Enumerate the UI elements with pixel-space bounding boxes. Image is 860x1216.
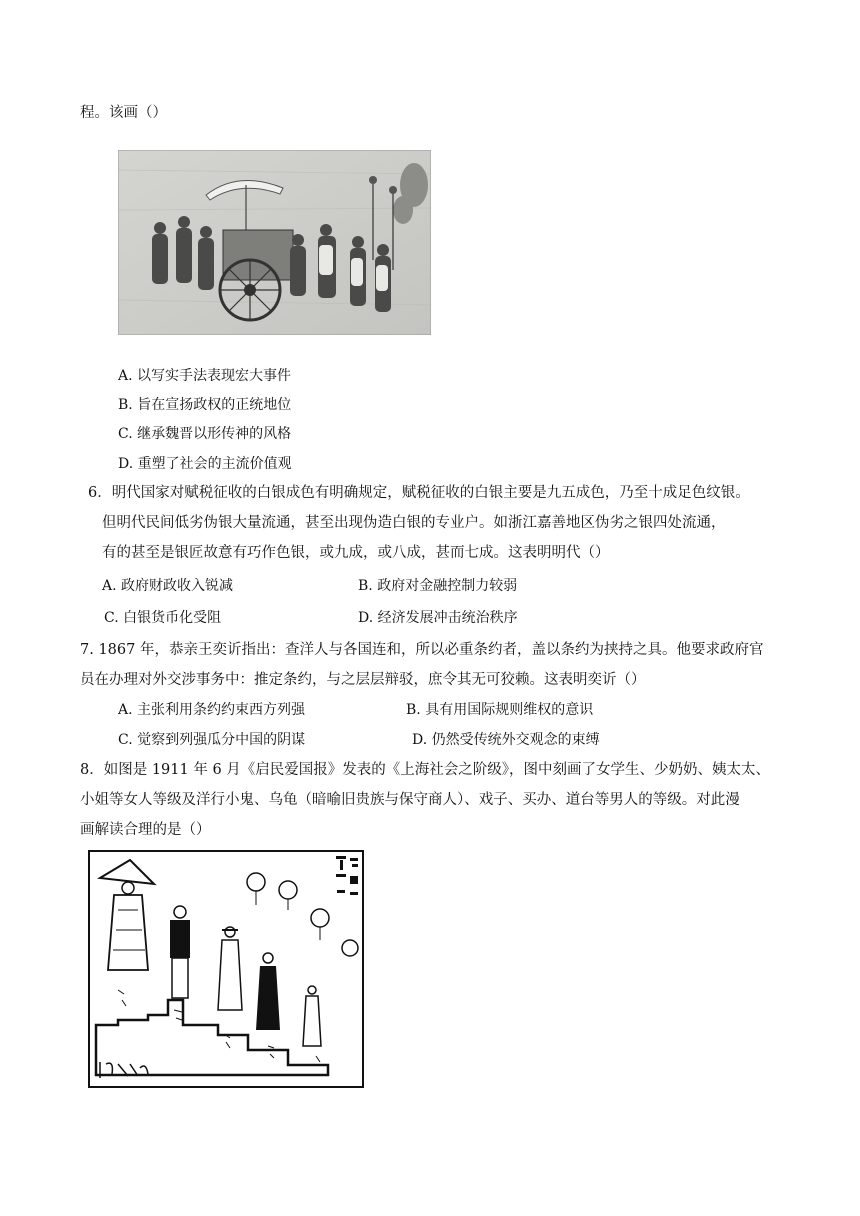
q7-option-a: A. 主张利用条约约束西方列强	[118, 702, 306, 718]
q6-option-a: A. 政府财政收入锐减	[102, 578, 234, 594]
procession-painting-image	[118, 150, 431, 335]
shanghai-social-class-cartoon-image	[88, 850, 364, 1088]
q6-stem-line1: 6．明代国家对赋税征收的白银成色有明确规定，赋税征收的白银主要是九五成色，乃至十成足色纹银。	[88, 485, 750, 501]
q5-option-c: C. 继承魏晋以形传神的风格	[118, 426, 292, 442]
q8-stem-line2: 小姐等女人等级及洋行小鬼、乌龟（暗喻旧贵族与保守商人）、戏子、买办、道台等男人的等级。对此漫	[80, 792, 740, 808]
q7-stem-line2: 员在办理对外交涉事务中：推定条约，与之层层辩驳，庶令其无可狡赖。这表明奕䜣（）	[80, 672, 646, 688]
q8-stem-line3: 画解读合理的是（）	[80, 822, 211, 838]
q6-option-d: D. 经济发展冲击统治秩序	[358, 610, 518, 626]
q6-option-b: B. 政府对金融控制力较弱	[358, 578, 518, 594]
q7-stem-line1: 7. 1867 年，恭亲王奕䜣指出：查洋人与各国连和，所以必重条约者，盖以条约为挟持之具。他要求政府官	[80, 642, 764, 658]
q7-option-b: B. 具有用国际规则维权的意识	[406, 702, 594, 718]
q5-option-d: D. 重塑了社会的主流价值观	[118, 456, 292, 472]
q5-option-a: A. 以写实手法表现宏大事件	[118, 368, 292, 384]
q5-tail: 程。该画（）	[80, 105, 167, 121]
q6-option-c: C. 白银货币化受阻	[104, 610, 222, 626]
q8-stem-line1: 8．如图是 1911 年 6 月《启民爱国报》发表的《上海社会之阶级》，图中刻画了女学生、少奶奶、姨太太、	[80, 762, 771, 778]
q7-option-c: C. 觉察到列强瓜分中国的阴谋	[118, 732, 306, 748]
q6-stem-line2: 但明代民间低劣伪银大量流通，甚至出现伪造白银的专业户。如浙江嘉善地区伪劣之银四处流通，	[102, 515, 726, 531]
q7-option-d: D. 仍然受传统外交观念的束缚	[412, 732, 600, 748]
q5-option-b: B. 旨在宣扬政权的正统地位	[118, 397, 292, 413]
q6-stem-line3: 有的甚至是银匠故意有巧作色银，或九成，或八成，甚而七成。这表明明代（）	[102, 545, 610, 561]
